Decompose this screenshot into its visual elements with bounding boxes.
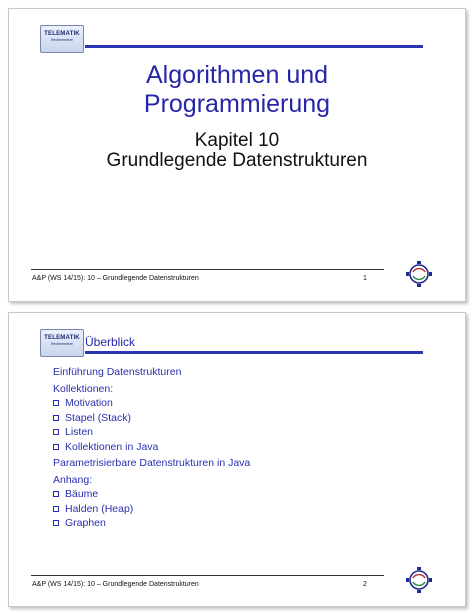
list-item-label: Bäume <box>65 488 99 500</box>
navigation-icon <box>403 259 435 289</box>
list-item-label: Graphen <box>65 517 106 529</box>
logo-text: TELEMATIK <box>44 31 80 37</box>
header-bar <box>85 45 423 48</box>
list-item: Einführung Datenstrukturen <box>53 366 182 378</box>
section-label: Kollektionen: <box>53 382 114 395</box>
square-bullet-icon <box>53 491 59 497</box>
chapter-title: Grundlegende Datenstrukturen <box>106 150 368 171</box>
list-item-label: Motivation <box>65 397 113 409</box>
overview-list <box>53 365 433 531</box>
square-bullet-icon <box>53 415 59 421</box>
square-bullet-icon <box>53 429 59 435</box>
logo-subtext: Rechnernetze <box>51 342 73 346</box>
telematik-logo <box>40 329 84 357</box>
page-number: 1 <box>363 275 367 282</box>
page-number: 2 <box>363 581 367 588</box>
slide-footer: A&P (WS 14/15): 10 – Grundlegende Datenstrukturen <box>32 581 199 588</box>
list-item-label: Stapel (Stack) <box>65 411 131 424</box>
list-item <box>53 516 433 531</box>
list-item: Parametrisierbare Datenstrukturen in Java <box>53 457 251 469</box>
list-item <box>53 411 433 426</box>
footer-rule <box>31 575 384 576</box>
list-item <box>53 440 433 455</box>
slide-footer: A&P (WS 14/15): 10 – Grundlegende Datenstrukturen <box>32 275 199 282</box>
list-item-label: Halden (Heap) <box>65 502 134 515</box>
chapter-number: Kapitel 10 <box>194 130 280 151</box>
list-item-label: Listen <box>65 426 94 438</box>
logo-subtext: Rechnernetze <box>51 38 73 42</box>
square-bullet-icon <box>53 444 59 450</box>
slide-2 <box>8 312 466 607</box>
list-item <box>53 396 433 411</box>
list-item <box>53 502 433 517</box>
section-label: Anhang: <box>53 473 93 486</box>
slide-title-line-1: Algorithmen und <box>145 61 329 89</box>
slide-1 <box>8 8 466 302</box>
navigation-icon <box>403 565 435 595</box>
list-item <box>53 487 433 502</box>
slide-title-line-2: Programmierung <box>143 90 331 118</box>
header-bar <box>85 351 423 354</box>
list-item-label: Kollektionen in Java <box>65 440 159 453</box>
list-item <box>53 425 433 440</box>
footer-rule <box>31 269 384 270</box>
square-bullet-icon <box>53 400 59 406</box>
square-bullet-icon <box>53 506 59 512</box>
square-bullet-icon <box>53 520 59 526</box>
slide-heading: Überblick <box>85 335 136 349</box>
telematik-logo <box>40 25 84 53</box>
logo-text: TELEMATIK <box>44 335 80 341</box>
